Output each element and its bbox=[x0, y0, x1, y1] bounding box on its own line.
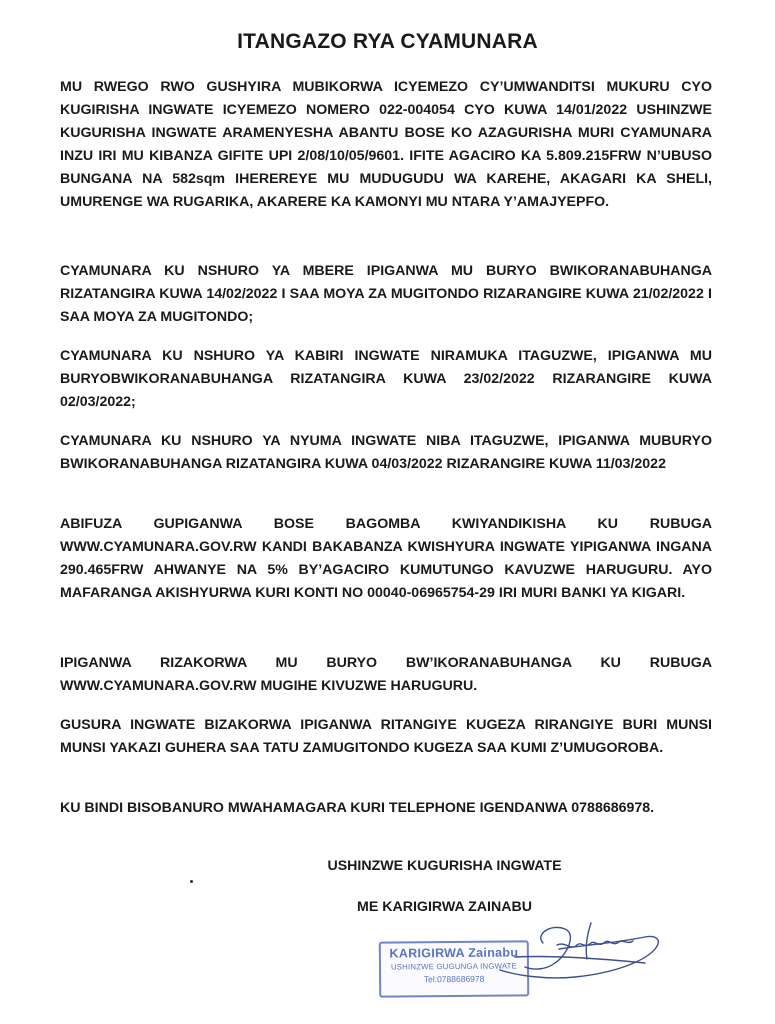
paragraph-final-auction: CYAMUNARA KU NSHURO YA NYUMA INGWATE NIBA ITAGUZWE, IPIGANWA MUBURYO BWIKORANABUHANGA RIZATANGIRA KUWA 04/03/2022 RIZARANGIRE KUWA 11/03/2022 bbox=[60, 433, 712, 472]
paragraph-visits: GUSURA INGWATE BIZAKORWA IPIGANWA RITANGIYE KUGEZA RIRANGIYE BURI MUNSI MUNSI YAKAZI GUHERA SAA TATU ZAMUGITONDO KUGEZA SAA KUMI Z’UMUGOROBA. bbox=[60, 717, 712, 756]
stamp-role: USHINZWE GUGUNGA INGWATE bbox=[390, 961, 518, 972]
signoff-name: ME KARIGIRWA ZAINABU bbox=[357, 899, 532, 915]
stamp-name: KARIGIRWA Zainabu bbox=[389, 945, 519, 961]
handwritten-signature bbox=[495, 915, 670, 1000]
paragraph-online-bidding: IPIGANWA RIZAKORWA MU BURYO BW’IKORANABUHANGA KU RUBUGA WWW.CYAMUNARA.GOV.RW MUGIHE KIVUZWE HARUGURU. bbox=[60, 655, 712, 694]
paragraph-second-auction: CYAMUNARA KU NSHURO YA KABIRI INGWATE NIRAMUKA ITAGUZWE, IPIGANWA MU BURYOBWIKORANABUHANGA RIZATANGIRA KUWA 23/02/2022 RIZARANGIRE KUWA 02/03/2022; bbox=[60, 348, 712, 410]
paragraph-intro: MU RWEGO RWO GUSHYIRA MUBIKORWA ICYEMEZO CY’UMWANDITSI MUKURU CYO KUGIRISHA INGWATE ICYEMEZO NOMERO 022-004054 CYO KUWA 14/01/2022 USHINZWE KUGURISHA INGWATE ARAMENYESHA ABANTU BOSE KO AZAGURISHA MURI CYAMUNARA INZU IRI MU KIBANZA GIFITE UPI 2/08/10/05/9601. IFITE AGACIRO KA 5.809.215FRW N’UBUSO BUNGANA NA 582sqm IHEREREYE MU MUDUGUDU WA KAREHE, AKAGARI KA SHELI, UMURENGE WA RUGARIKA, AKARERE KA KAMONYI MU NTARA Y’AMAJYEPFO. bbox=[60, 79, 712, 210]
notice-title: ITANGAZO RYA CYAMUNARA bbox=[237, 30, 538, 53]
stamp-tel: Tel:0788686978 bbox=[423, 973, 485, 985]
paragraph-first-auction: CYAMUNARA KU NSHURO YA MBERE IPIGANWA MU BURYO BWIKORANABUHANGA RIZATANGIRA KUWA 14/02/2022 I SAA MOYA ZA MUGITONDO RIZARANGIRE KUWA 21/02/2022 I SAA MOYA ZA MUGITONDO; bbox=[60, 263, 712, 325]
scan-speck bbox=[190, 880, 193, 883]
signoff-role: USHINZWE KUGURISHA INGWATE bbox=[327, 858, 562, 874]
paragraph-contact: KU BINDI BISOBANURO MWAHAMAGARA KURI TELEPHONE IGENDANWA 0788686978. bbox=[60, 800, 655, 816]
paragraph-registration: ABIFUZA GUPIGANWA BOSE BAGOMBA KWIYANDIKISHA KU RUBUGA WWW.CYAMUNARA.GOV.RW KANDI BAKABANZA KWISHYURA INGWATE YIPIGANWA INGANA 290.465FRW AHWANYE NA 5% BY’AGACIRO KUMUTUNGO KAVUZWE HARUGURU. AYO MAFARANGA AKISHYURWA KURI KONTI NO 00040-06965754-29 IRI MURI BANKI YA KIGARI. bbox=[60, 516, 712, 601]
